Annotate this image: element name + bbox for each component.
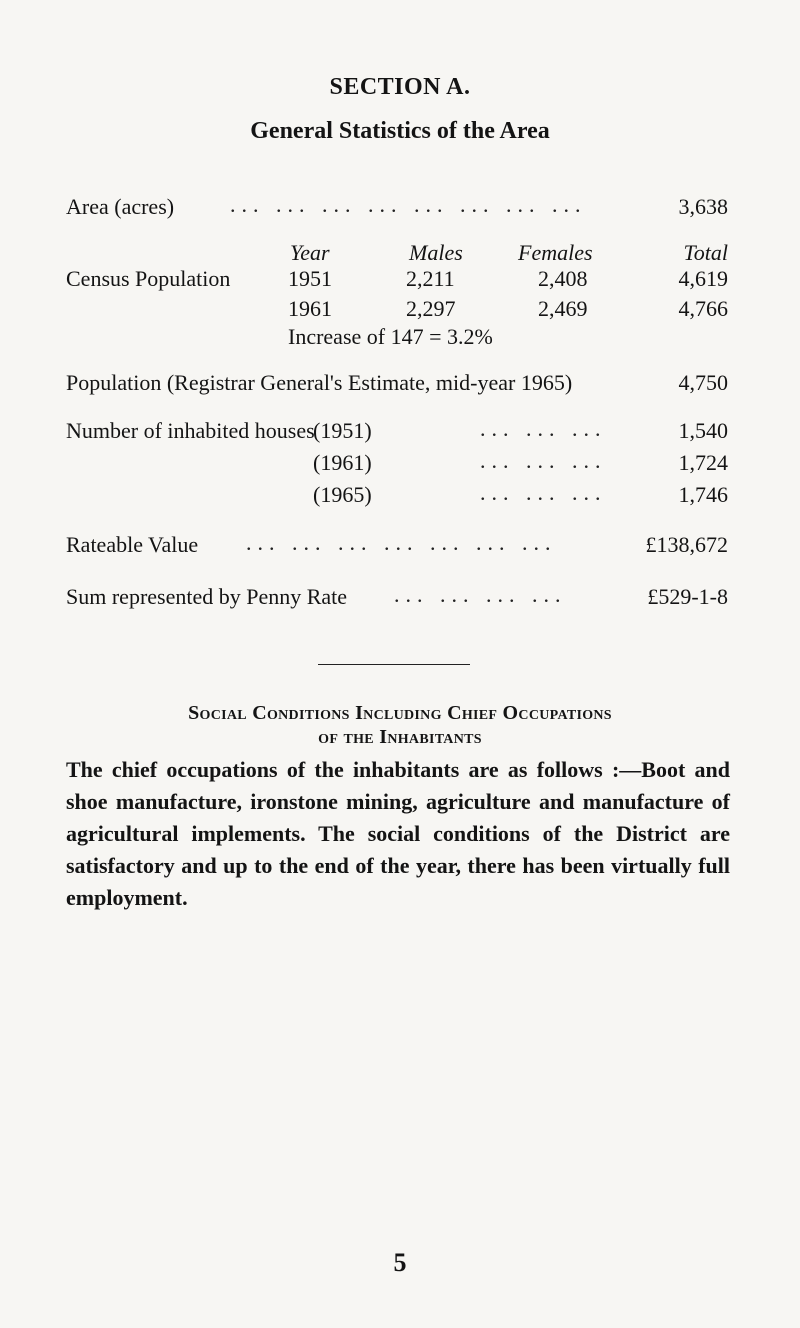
rateable-leader-dots: ... ... ... ... ... ... ... xyxy=(246,530,557,555)
page-subtitle: General Statistics of the Area xyxy=(250,118,550,144)
census-row-males: 2,211 xyxy=(406,266,455,291)
houses-year: (1961) xyxy=(313,450,372,475)
area-value: 3,638 xyxy=(678,194,728,219)
rateable-value: £138,672 xyxy=(645,532,728,557)
rateable-value-label: Rateable Value xyxy=(66,532,199,557)
social-heading-line2: of the Inhabitants xyxy=(318,726,482,748)
census-row-females: 2,408 xyxy=(538,266,588,291)
section-divider xyxy=(318,664,470,665)
census-label: Census Population xyxy=(66,266,231,291)
area-leader-dots: ... ... ... ... ... ... ... ... xyxy=(230,192,587,217)
houses-label: Number of inhabited houses xyxy=(66,418,315,443)
houses-leader-dots: ... ... ... xyxy=(480,416,607,441)
census-row-females: 2,469 xyxy=(538,296,588,321)
census-row-males: 2,297 xyxy=(406,296,456,321)
census-row-year: 1951 xyxy=(288,266,332,291)
houses-year: (1951) xyxy=(313,418,372,443)
census-increase: Increase of 147 = 3.2% xyxy=(288,324,493,349)
population-estimate-value: 4,750 xyxy=(678,370,728,395)
houses-value: 1,746 xyxy=(678,482,728,507)
houses-leader-dots: ... ... ... xyxy=(480,480,607,505)
houses-value: 1,724 xyxy=(678,450,728,475)
houses-value: 1,540 xyxy=(678,418,728,443)
houses-year: (1965) xyxy=(313,482,372,507)
census-row-year: 1961 xyxy=(288,296,332,321)
census-header-males: Males xyxy=(409,240,463,265)
penny-rate-value: £529-1-8 xyxy=(647,584,728,609)
penny-rate-leader-dots: ... ... ... ... xyxy=(394,582,567,607)
section-title: SECTION A. xyxy=(329,74,471,100)
population-estimate-label: Population (Registrar General's Estimate, mid-year 1965) xyxy=(66,370,573,395)
penny-rate-label: Sum represented by Penny Rate xyxy=(66,584,348,609)
census-row-total: 4,619 xyxy=(678,266,728,291)
census-row-total: 4,766 xyxy=(678,296,728,321)
page-number: 5 xyxy=(393,1248,407,1277)
census-header-total: Total xyxy=(683,240,728,265)
census-header-year: Year xyxy=(290,240,330,265)
houses-leader-dots: ... ... ... xyxy=(480,448,607,473)
census-header-females: Females xyxy=(518,240,593,265)
social-heading-line1: Social Conditions Including Chief Occupations xyxy=(188,702,612,724)
social-paragraph: The chief occupations of the inhabitants are as follows :—Boot and shoe manufacture, ironstone mining, agriculture and manufacture of agricultural implements. The social conditions of the District are satisfactory and up to the end of the year, there has been virtually full employment. xyxy=(66,757,730,910)
area-label: Area (acres) xyxy=(66,194,175,219)
